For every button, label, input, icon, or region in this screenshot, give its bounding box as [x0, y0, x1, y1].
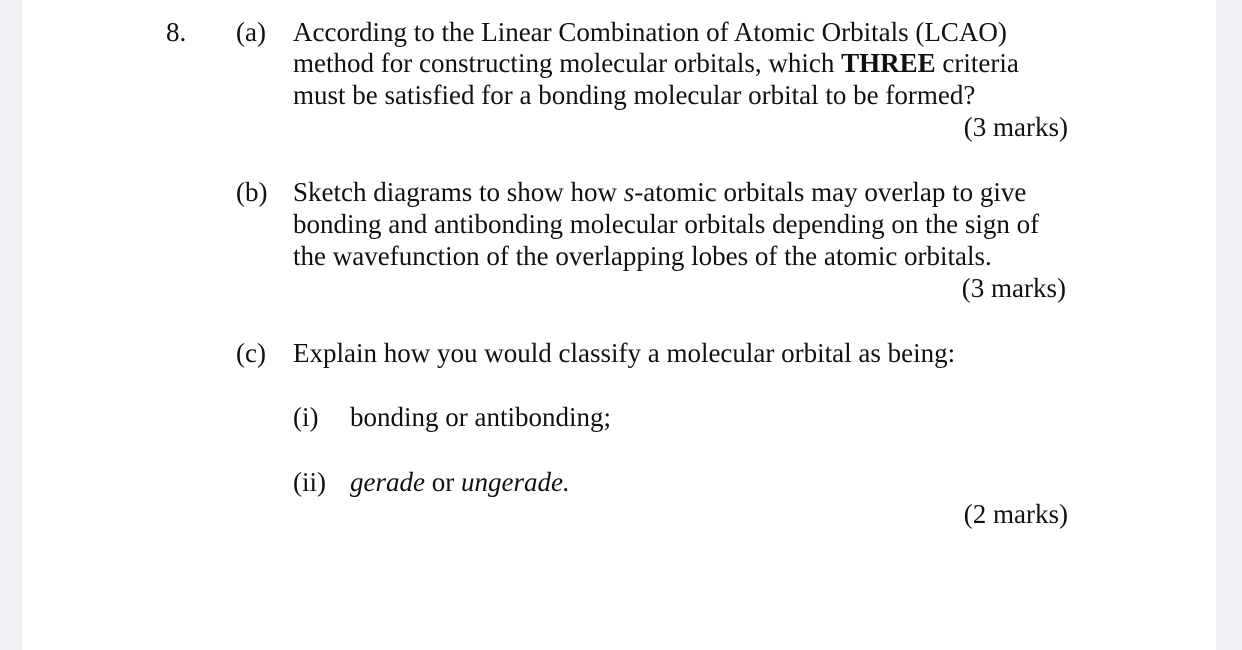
- part-c-gerade: gerade: [350, 467, 425, 497]
- part-c-marks: (2 marks): [963, 499, 1068, 529]
- part-b-s-orbital: s: [623, 177, 635, 207]
- part-a-line-2: [293, 47, 1019, 79]
- part-b-line-3: the wavefunction of the overlapping lobes of the atomic orbitals.: [293, 241, 992, 271]
- part-a-line-1: According to the Linear Combination of Atomic Orbitals (LCAO): [293, 17, 1007, 47]
- document-page: [22, 0, 1216, 650]
- part-c-or: or: [424, 467, 461, 497]
- part-c-sub-ii-label: (ii): [293, 467, 326, 497]
- part-c-line-1: Explain how you would classify a molecular orbital as being:: [293, 338, 956, 368]
- part-c-sub-i-text: bonding or antibonding;: [350, 402, 611, 432]
- part-b-line-1: [293, 176, 1026, 208]
- part-a-line-3: must be satisfied for a bonding molecular orbital to be formed?: [293, 80, 976, 110]
- part-c-label: (c): [236, 338, 266, 368]
- part-b-line-1-pre: Sketch diagrams to show how: [293, 177, 624, 207]
- part-b-line-2: bonding and antibonding molecular orbitals depending on the sign of: [293, 209, 1040, 239]
- part-c-sub-ii-text: [350, 466, 570, 498]
- part-a-line-2-post: criteria: [935, 48, 1019, 78]
- part-c-sub-i-label: (i): [293, 402, 319, 432]
- part-a-emphasis-three: THREE: [841, 48, 936, 78]
- part-b-line-1-post: -atomic orbitals may overlap to give: [634, 177, 1027, 207]
- part-a-line-2-pre: method for constructing molecular orbitals, which: [293, 48, 842, 78]
- part-b-label: (b): [236, 177, 268, 207]
- question-number: 8.: [166, 17, 187, 47]
- part-b-marks: (3 marks): [961, 273, 1066, 303]
- part-a-label: (a): [236, 17, 266, 47]
- part-a-marks: (3 marks): [963, 112, 1068, 142]
- part-c-ungerade: ungerade.: [460, 467, 570, 497]
